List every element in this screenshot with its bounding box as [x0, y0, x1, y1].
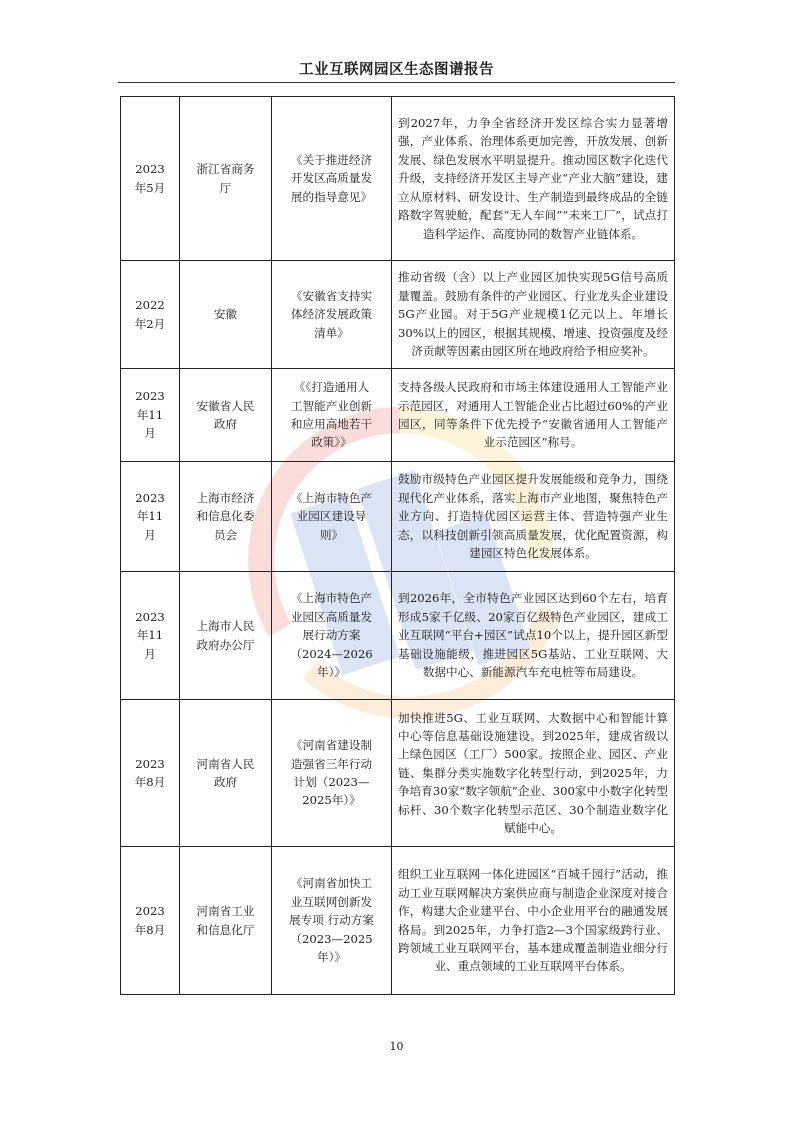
policy-document-cell: 《河南省加快工 业互联网创新发 展专项 行动方案 （2023—2025 年）》 [272, 847, 392, 995]
policy-table [120, 96, 675, 995]
table-row [121, 97, 675, 261]
policy-document-cell: 《关于推进经济 开发区高质量发 展的指导意见》 [272, 97, 392, 261]
issuing-agency-cell: 上海市经济 和信息化委 员会 [180, 462, 272, 572]
table-row [121, 369, 675, 462]
policy-content-cell: 到2026年，全市特色产业园区达到60个左右，培育形成5家千亿级、20家百亿级特色产业园区，建成工业互联网“平台+园区”试点10个以上，提升园区新型基础设施能级，推进园区5G基站、工业互联网、大数据中心、新能源汽车充电桩等布局建设。 [392, 572, 675, 700]
issuing-agency-cell: 河南省工业 和信息化厅 [180, 847, 272, 995]
issuing-agency-cell: 安徽 [180, 261, 272, 369]
issuing-agency-cell: 上海市人民 政府办公厅 [180, 572, 272, 700]
table-row [121, 572, 675, 700]
release-date-cell: 2023 年5月 [121, 97, 180, 261]
policy-content-cell: 鼓励市级特色产业园区提升发展能级和竞争力，围绕现代化产业体系，落实上海市产业地图，聚焦特色产业方向、打造特优园区运营主体、营造特强产业生态，以科技创新引领高质量发展，优化配置资源，构建园区特色化发展体系。 [392, 462, 675, 572]
policy-document-cell: 《《打造通用人 工智能产业创新 和应用高地若干 政策》》 [272, 369, 392, 462]
issuing-agency-cell: 河南省人民 政府 [180, 700, 272, 847]
policy-table-body [121, 97, 675, 995]
page-number: 10 [389, 1040, 404, 1053]
table-row [121, 462, 675, 572]
table-row [121, 261, 675, 369]
release-date-cell: 2023 年8月 [121, 847, 180, 995]
policy-content-cell: 支持各级人民政府和市场主体建设通用人工智能产业示范园区，对通用人工智能企业占比超过60%的产业园区，同等条件下优先授予“安徽省通用人工智能产业示范园区”称号。 [392, 369, 675, 462]
issuing-agency-cell: 浙江省商务 厅 [180, 97, 272, 261]
policy-document-cell: 《安徽省支持实 体经济发展政策 清单》 [272, 261, 392, 369]
release-date-cell: 2023 年8月 [121, 700, 180, 847]
release-date-cell: 2022 年2月 [121, 261, 180, 369]
policy-document-cell: 《上海市特色产 业园区建设导 则》 [272, 462, 392, 572]
policy-content-cell: 到2027年，力争全省经济开发区综合实力显著增强，产业体系、治理体系更加完善，开放发展、创新发展、绿色发展水平明显提升。推动园区数字化迭代升级，支持经济开发区主导产业“产业大脑”建设，建立从原材料、研发设计、生产制造到最终成品的全链路数字驾驶舱，配套“无人车间”“未来工厂”，试点打造科学运作、高度协同的数智产业链体系。 [392, 97, 675, 261]
header-rule [118, 82, 675, 83]
policy-content-cell: 组织工业互联网一体化进园区“百城千园行”活动，推动工业互联网解决方案供应商与制造企业深度对接合作，构建大企业建平台、中小企业用平台的融通发展格局。到2025年，力争打造2—3个国家级跨行业、跨领域工业互联网平台，基本建成覆盖制造业细分行业、重点领域的工业互联网平台体系。 [392, 847, 675, 995]
table-row [121, 847, 675, 995]
policy-document-cell: 《河南省建设制 造强省三年行动 计划（2023— 2025年）》 [272, 700, 392, 847]
release-date-cell: 2023 年11 月 [121, 462, 180, 572]
release-date-cell: 2023 年11 月 [121, 369, 180, 462]
issuing-agency-cell: 安徽省人民 政府 [180, 369, 272, 462]
release-date-cell: 2023 年11 月 [121, 572, 180, 700]
policy-content-cell: 推动省级（含）以上产业园区加快实现5G信号高质量覆盖。鼓励有条件的产业园区、行业龙头企业建设5G产业园。对于5G产业规模1亿元以上、年增长30%以上的园区，根据其规模、增速、投资强度及经济贡献等因素由园区所在地政府给予相应奖补。 [392, 261, 675, 369]
page-header-title: 工业互联网园区生态图谱报告 [299, 62, 494, 78]
table-row [121, 700, 675, 847]
policy-document-cell: 《上海市特色产 业园区高质量发 展行动方案 （2024—2026 年）》 [272, 572, 392, 700]
policy-content-cell: 加快推进5G、工业互联网、大数据中心和智能计算中心等信息基础设施建设。到2025年，建成省级以上绿色园区（工厂）500家。按照企业、园区、产业链、集群分类实施数字化转型行动，到2025年，力争培育30家“数字领航”企业、300家中小数字化转型标杆、30个数字化转型示范区、30个制造业数字化赋能中心。 [392, 700, 675, 847]
